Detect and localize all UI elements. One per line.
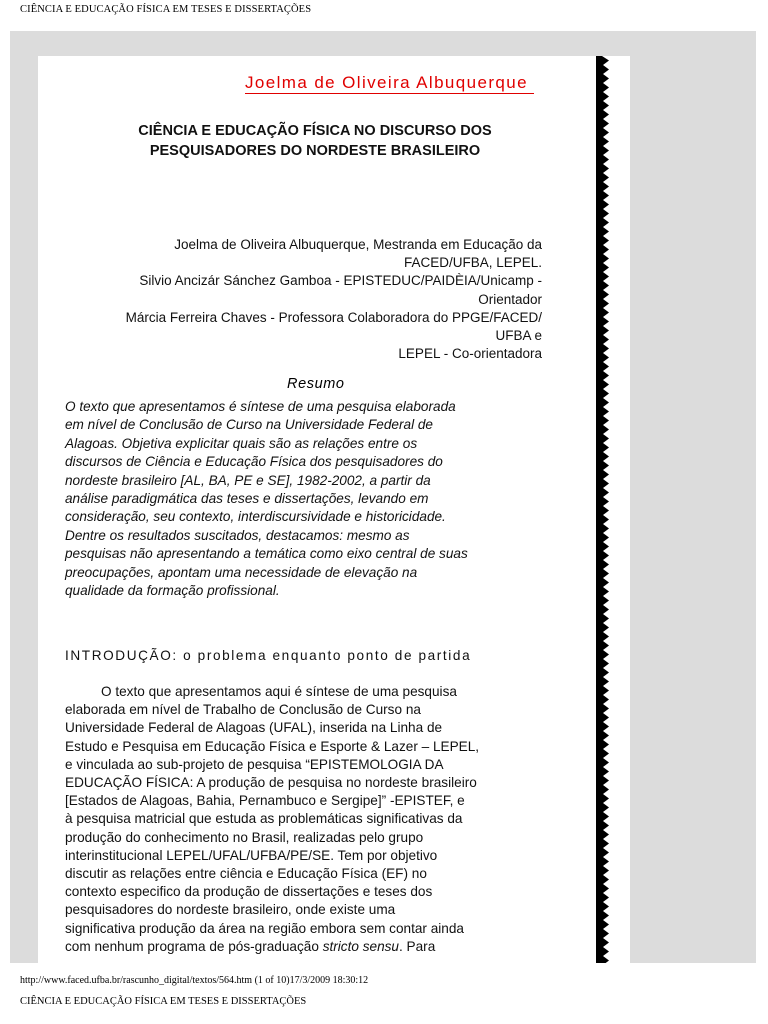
torn-edge-decoration (596, 56, 610, 963)
title-line: CIÊNCIA E EDUCAÇÃO FÍSICA NO DISCURSO DOS (138, 123, 492, 139)
abstract-text (65, 398, 585, 600)
title-line: PESQUISADORES DO NORDESTE BRASILEIRO (149, 143, 481, 159)
abstract-line: discursos de Ciência e Educação Física dos pesquisadores do (65, 454, 443, 470)
intro-line: contexto especifico da produção de dissertações e teses dos (65, 884, 433, 900)
abstract-line: pesquisas não apresentando a temática como eixo central de suas (65, 546, 468, 562)
intro-line: produção do conhecimento no Brasil, realizadas pelo grupo (65, 829, 424, 845)
footer-title: CIÊNCIA E EDUCAÇÃO FÍSICA EM TESES E DISSERTAÇÕES (20, 996, 307, 1007)
intro-last-suffix: . Para (399, 938, 436, 954)
intro-first-line: O texto que apresentamos aqui é síntese de uma pesquisa (101, 684, 457, 699)
print-header: CIÊNCIA E EDUCAÇÃO FÍSICA EM TESES E DISSERTAÇÕES (20, 4, 312, 15)
intro-line (65, 683, 565, 701)
abstract-line: Dentre os resultados suscitados, destacamos: mesmo as (65, 527, 410, 543)
affiliation-line: Silvio Ancizár Sánchez Gamboa - EPISTEDUC/PAIDÈIA/Unicamp - (139, 273, 542, 289)
affiliation-line: Márcia Ferreira Chaves - Professora Colaboradora do PPGE/FACED/ (125, 309, 542, 325)
intro-line: Universidade Federal de Alagoas (UFAL), inserida na Linha de (65, 720, 443, 736)
intro-line (65, 938, 565, 956)
affiliation-line: Joelma de Oliveira Albuquerque, Mestranda em Educação da (174, 237, 542, 252)
intro-line: à pesquisa matricial que estuda as problemáticas significativas da (65, 811, 463, 827)
document-title (100, 121, 530, 161)
introduction-text (65, 683, 565, 956)
abstract-line: nordeste brasileiro [AL, BA, PE e SE], 1982-2002, a partir da (65, 472, 431, 488)
abstract-line: Alagoas. Objetiva explicitar quais são as relações entre os (65, 435, 418, 451)
intro-line: [Estados de Alagoas, Bahia, Pernambuco e Sergipe]” -EPISTEF, e (65, 793, 465, 809)
abstract-line: em nível de Conclusão de Curso na Universidade Federal de (65, 417, 433, 433)
intro-last-prefix: com nenhum programa de pós-graduação (65, 938, 323, 954)
abstract-line: qualidade da formação profissional. (65, 583, 280, 599)
intro-line: interinstitucional LEPEL/UFAL/UFBA/PE/SE. Tem por objetivo (65, 847, 438, 863)
affiliation-line: FACED/UFBA, LEPEL. (403, 255, 542, 271)
introduction-heading: INTRODUÇÃO: o problema enquanto ponto de partida (65, 648, 472, 663)
intro-line: EDUCAÇÃO FÍSICA: A produção de pesquisa no nordeste brasileiro (65, 775, 477, 791)
abstract-line: consideração, seu contexto, interdiscursividade e historicidade. (65, 509, 446, 525)
affiliation-line: LEPEL - Co-orientadora (398, 346, 542, 362)
author-affiliations (60, 236, 542, 363)
footer-url: http://www.faced.ufba.br/rascunho_digital/textos/564.htm (1 of 10)17/3/2009 18:30:12 (20, 975, 369, 986)
abstract-line: análise paradigmática das teses e dissertações, levando em (65, 491, 429, 507)
author-name-heading: Joelma de Oliveira Albuquerque (245, 73, 534, 94)
intro-line: significativa produção da área na região embora sem contar ainda (65, 920, 464, 936)
intro-line: Estudo e Pesquisa em Educação Física e Esporte & Lazer – LEPEL, (65, 738, 480, 754)
abstract-line: preocupações, apontam uma necessidade de elevação na (65, 564, 418, 580)
intro-line: e vinculada ao sub-projeto de pesquisa “EPISTEMOLOGIA DA (65, 756, 444, 772)
intro-last-italic: stricto sensu (322, 938, 399, 954)
affiliation-line: Orientador (478, 291, 542, 307)
abstract-line: O texto que apresentamos é síntese de uma pesquisa elaborada (65, 399, 456, 414)
intro-line: pesquisadores do nordeste brasileiro, onde existe uma (65, 902, 396, 918)
abstract-heading: Resumo (287, 376, 345, 392)
affiliation-line: UFBA e (495, 328, 542, 344)
intro-line: discutir as relações entre ciência e Educação Física (EF) no (65, 866, 427, 882)
intro-line: elaborada em nível de Trabalho de Conclusão de Curso na (65, 702, 421, 718)
